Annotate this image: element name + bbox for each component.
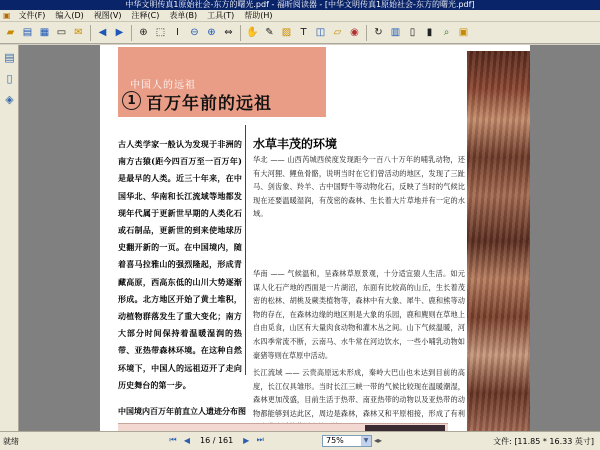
print-icon[interactable]: ▭ [56, 27, 67, 38]
chapter-number-badge: 1 [122, 91, 141, 110]
zoom-value: 75% [326, 436, 344, 445]
toolbar-separator [366, 25, 367, 41]
zoom-box-icon[interactable]: ⬚ [155, 27, 166, 38]
section-heading: 水草丰茂的环境 [253, 137, 338, 151]
page-continuous-icon[interactable]: ▮ [426, 27, 433, 38]
back-icon[interactable]: ◀ [98, 27, 107, 38]
annotate-icon[interactable]: ✎ [265, 27, 274, 38]
email-icon[interactable]: ✉ [74, 27, 83, 38]
chevron-down-icon[interactable]: ▼ [361, 436, 371, 446]
save-icon[interactable]: ▦ [39, 27, 50, 38]
note-icon[interactable]: ▱ [333, 27, 342, 38]
title-bar: 中华文明传真1原始社会-东方的曙光.pdf - 福昕阅读器 - [中华文明传真1原始社会-东方的曙光.pdf] [0, 0, 600, 10]
paragraph-south-china: 华南 —— 气候温和，呈森林草原景观，十分适宜猿人生活。如元谋人化石产地的西面是一片湖沼，东面有比较高的山丘，生长着茂密的松林、胡桃及蕨类植物等，森林中有大象、犀牛、鹿和熊等动物的存在，在森林边缘的地区则是大象的乐园，鹿和麂则在草地上自由觅食，山区有大量肉食动物和灌木丛之间。山下气候温暖，河水四季常流不断，云南马、水牛常在河边饮水，一些小哺乳动物如豪猪等则在草原中活动。 [253, 269, 465, 360]
menu-bar [0, 10, 600, 22]
rotate-icon[interactable]: ↻ [374, 27, 383, 38]
page-single-icon[interactable]: ▯ [409, 27, 416, 38]
menu-help[interactable]: 帮助(H) [244, 10, 273, 20]
column-divider [245, 125, 246, 375]
chapter-subtitle: 中国人的远祖 [130, 80, 196, 91]
last-page-icon[interactable]: ⏭ [256, 435, 264, 444]
rock-formation-photo [467, 51, 530, 431]
next-page-icon[interactable]: ▶ [243, 435, 250, 445]
document-viewport[interactable] [19, 45, 600, 431]
pdf-page [100, 45, 530, 431]
toolbar-separator [240, 25, 241, 41]
menu-form[interactable]: 表单(B) [169, 10, 198, 20]
page-indicator[interactable]: 16 / 161 [200, 435, 234, 445]
menu-tools[interactable]: 工具(T) [207, 10, 235, 20]
map-caption: 中国境内百万年前直立人遗迹分布图 [118, 406, 246, 416]
forward-icon[interactable]: ▶ [115, 27, 124, 38]
prev-page-icon[interactable]: ◀ [183, 435, 191, 445]
fit-width-icon[interactable]: ⇔ [224, 27, 233, 38]
menu-edit[interactable]: 编入(D) [55, 10, 84, 20]
zoom-in-icon[interactable]: ⊕ [139, 27, 148, 38]
zoom-stepper-icon[interactable]: ◂▸ [374, 436, 383, 445]
layers-panel-icon[interactable]: ◈ [5, 93, 14, 106]
snapshot-icon[interactable]: ◫ [315, 27, 326, 38]
first-page-icon[interactable]: ⏮ [169, 435, 177, 444]
search-icon[interactable]: ⌕ [443, 27, 450, 38]
paragraph-north-china: 华北 —— 山西芮城西侯度发现距今一百八十万年的哺乳动物，还有大河狸、鲤鱼骨骼，说明当时在它们曾活动的地区，发现了三趾马、剑齿象、羚羊、古中国野牛等动物化石，反映了当时的气候比现在还要温暖湿润，有茂密的森林、生长着大片草地并有一定的水域。 [253, 155, 465, 219]
menu-file[interactable]: 文件(F) [18, 10, 46, 20]
bookmarks-panel-icon[interactable]: ▤ [4, 51, 15, 64]
hand-icon[interactable]: ✋ [246, 27, 259, 38]
navigation-panel [0, 45, 19, 431]
select-text-icon[interactable]: Ⅰ [176, 27, 179, 38]
pages-panel-icon[interactable]: ▯ [6, 72, 13, 85]
intro-paragraph: 古人类学家一般认为发现于非洲的南方古猿(距今四百万至一百万年)是最早的人类。近三十年来，在中国华北、华南和长江流域等地都发现年代属于更新世早期的人类化石或石制品，更新世的到来使地球历史翻开新的一页。在中国境内，随着喜马拉雅山的强烈隆起，形成青藏高原，西高东低的山川大势逐渐形成。北方地区开始了黄土堆积，动植物群落发生了重大变化；南方大部分时间保持着温暖湿润的热带、亚热带森林环境。在这种自然环境下，中国人的远祖迈开了走向历史舞台的第一步。 [118, 139, 242, 390]
status-text: 就绪 [3, 437, 19, 446]
typewriter-icon[interactable]: T [300, 27, 307, 38]
toolbar-separator [90, 25, 91, 41]
open-icon[interactable]: ▤ [22, 27, 33, 38]
menu-view[interactable]: 视图(V) [93, 10, 122, 20]
zoom-minus-icon[interactable]: ⊖ [190, 27, 199, 38]
chapter-title: 百万年前的远祖 [146, 94, 272, 114]
app-menu-icon[interactable]: ▣ [3, 10, 11, 20]
page-navigation [166, 434, 267, 446]
bookmark-icon[interactable]: ▥ [390, 27, 401, 38]
open-folder-icon[interactable]: ▰ [6, 27, 15, 38]
comment-icon[interactable]: ▣ [458, 27, 469, 38]
zoom-select[interactable] [322, 435, 372, 447]
status-bar [0, 431, 600, 450]
toolbar-separator [131, 25, 132, 41]
toolbar [0, 22, 600, 44]
menu-comment[interactable]: 注释(C) [131, 10, 160, 20]
highlight-icon[interactable]: ▨ [281, 27, 292, 38]
paragraph-yangtze: 长江流域 —— 云贵高原远未形成，秦岭大巴山也未达到目前的高度，长江仅具雏形。当时长江三峡一带的气候比较现在温暖潮湿，森林更加茂盛，目前生活于热带、南亚热带的动物以及亚热带的动物都能够到达此区，周边是森林，森林又和平原相接，形成了有利 [253, 368, 465, 418]
document-size: 文件: [11.85 * 16.33 英寸] [493, 437, 594, 446]
zoom-plus-icon[interactable]: ⊕ [207, 27, 216, 38]
stamp-icon[interactable]: ◉ [350, 27, 359, 38]
